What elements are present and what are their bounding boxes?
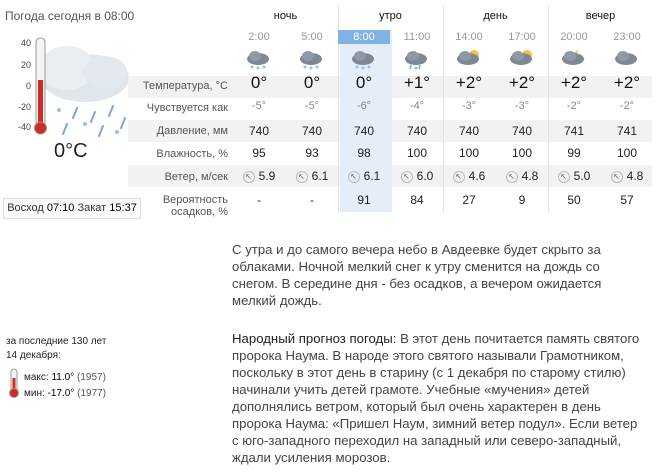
wind-direction-icon: ↖ <box>243 171 255 183</box>
label-precip-line2: осадков, % <box>171 206 228 218</box>
temperature-cell: +2° <box>613 73 641 92</box>
min-year: (1977) <box>77 388 107 399</box>
precip-cell: 84 <box>410 193 424 207</box>
humidity-cell: 98 <box>357 146 371 160</box>
wind-direction-icon: ↖ <box>401 171 413 183</box>
wind-direction-icon: ↖ <box>296 171 308 183</box>
wind-direction-icon: ↖ <box>348 171 360 183</box>
wind-cell <box>286 169 338 183</box>
wind-speed: 5.0 <box>573 169 591 183</box>
label-pressure: Давление, мм <box>156 125 228 137</box>
humidity-cell: 95 <box>252 146 266 160</box>
precip-cell: 50 <box>567 193 581 207</box>
history-max <box>24 370 106 386</box>
wind-cell <box>443 169 495 183</box>
precip-cell: - <box>257 193 261 207</box>
pressure-cell: 740 <box>406 124 428 138</box>
wind-speed: 6.1 <box>311 169 329 183</box>
label-temperature: Температура, °С <box>142 80 228 92</box>
wind-cell <box>601 169 653 183</box>
wind-cell <box>391 169 443 183</box>
wind-direction-icon: ↖ <box>558 171 570 183</box>
min-value: -17.0° <box>47 388 75 399</box>
hour-label: 11:00 <box>403 31 431 43</box>
label-humidity: Влажность, % <box>156 148 228 160</box>
temperature-cell: +2° <box>560 73 588 92</box>
pressure-cell: 741 <box>616 124 638 138</box>
hour-label: 20:00 <box>560 31 588 43</box>
temperature-cell: +2° <box>508 73 536 92</box>
pressure-cell: 740 <box>458 124 480 138</box>
max-label: макс: <box>24 372 49 383</box>
wind-direction-icon: ↖ <box>506 171 518 183</box>
moon-cloud-icon <box>548 48 600 73</box>
pressure-cell: 740 <box>301 124 323 138</box>
sunset-time: 15:37 <box>109 202 137 214</box>
humidity-cell: 100 <box>406 146 428 160</box>
precip-cell: 27 <box>462 193 476 207</box>
sun-cloud-icon <box>443 48 495 73</box>
folk-forecast-heading: Народный прогноз погоды: <box>232 331 397 346</box>
period-day: день <box>483 10 508 22</box>
history-records <box>24 370 106 402</box>
precip-cell: 91 <box>357 193 371 207</box>
period-morning: утро <box>379 10 402 22</box>
wind-cell <box>548 169 600 183</box>
hour-label: 14:00 <box>455 31 483 43</box>
humidity-cell: 100 <box>616 146 638 160</box>
max-year: (1957) <box>77 372 106 383</box>
humidity-cell: 100 <box>458 146 480 160</box>
page-title: Погода сегодня в 08:00 <box>5 9 135 23</box>
pressure-cell: 740 <box>248 124 270 138</box>
pressure-cell: 740 <box>511 124 533 138</box>
wind-speed: 4.6 <box>468 169 486 183</box>
history-min <box>24 386 106 402</box>
feels-like-cell: -6° <box>356 100 372 112</box>
wind-speed: 4.8 <box>626 169 644 183</box>
wind-cell <box>496 169 548 183</box>
forecast-description: С утра и до самого вечера небо в Авдеевке будет скрыто за облаками. Ночной мелкий снег к утру сменится на дождь со снегом. В середине дня - без осадков, а вечером ожидается мелкий дождь. <box>232 242 602 308</box>
label-precip <box>128 194 228 218</box>
cloud-icon <box>601 48 653 73</box>
wind-cell <box>338 169 390 183</box>
feels-like-cell: -2° <box>619 100 635 112</box>
feels-like-cell: -5° <box>251 100 267 112</box>
sun-cloud-icon <box>496 48 548 73</box>
scale-label: 0 <box>25 81 31 91</box>
label-feels-like: Чувствуется как <box>146 102 228 114</box>
label-precip-line1: Вероятность <box>162 194 228 206</box>
temperature-cell: +1° <box>403 73 431 92</box>
wind-cell <box>233 169 285 183</box>
scale-label: 20 <box>20 60 31 70</box>
snow-cloud-icon <box>286 48 338 73</box>
folk-forecast <box>232 330 642 466</box>
scale-label: -40 <box>17 122 31 132</box>
hour-label: 8:00 <box>338 30 390 44</box>
feels-like-cell: -2° <box>566 100 582 112</box>
wind-speed: 6.0 <box>416 169 434 183</box>
scale-label: -20 <box>17 102 31 112</box>
sunset-label: Закат <box>77 202 107 214</box>
precip-cell: 9 <box>518 193 526 207</box>
wind-direction-icon: ↖ <box>453 171 465 183</box>
pressure-cell: 740 <box>353 124 375 138</box>
temperature-cell: 0° <box>303 73 321 92</box>
wind-speed: 4.8 <box>521 169 539 183</box>
label-wind: Ветер, м/сек <box>164 171 228 183</box>
precip-cell: 57 <box>620 193 634 207</box>
scale-label: 40 <box>20 38 31 48</box>
snow-cloud-icon <box>338 48 390 73</box>
feels-like-cell: -3° <box>461 100 477 112</box>
history-period: за последние 130 лет <box>6 336 107 347</box>
humidity-cell: 99 <box>567 146 581 160</box>
max-value: 11.0° <box>51 372 75 383</box>
feels-like-cell: -4° <box>409 100 425 112</box>
temperature-cell: +2° <box>455 73 483 92</box>
sunrise-time: 07:10 <box>46 202 75 214</box>
temperature-cell: 0° <box>250 73 268 92</box>
humidity-cell: 93 <box>305 146 319 160</box>
wind-direction-icon: ↖ <box>611 171 623 183</box>
hour-label: 2:00 <box>248 31 270 43</box>
min-label: мин: <box>24 388 45 399</box>
wind-speed: 5.9 <box>258 169 276 183</box>
wind-speed: 6.1 <box>363 169 381 183</box>
precip-cell: - <box>310 193 314 207</box>
temperature-cell: 0° <box>355 73 373 92</box>
feels-like-cell: -5° <box>304 100 320 112</box>
humidity-cell: 100 <box>511 146 533 160</box>
feels-like-cell: -3° <box>514 100 530 112</box>
period-evening: вечер <box>585 10 616 22</box>
snow-cloud-icon <box>233 48 285 73</box>
small-thermometer-icon <box>8 368 20 400</box>
hour-label: 23:00 <box>613 31 641 43</box>
history-date: 14 декабря: <box>6 350 61 361</box>
rain-snow-cloud-icon <box>391 48 443 73</box>
pressure-cell: 741 <box>563 124 585 138</box>
history-header <box>6 335 106 363</box>
hour-label: 17:00 <box>508 31 536 43</box>
current-temperature: 0°C <box>54 140 88 162</box>
period-night: ночь <box>273 10 298 22</box>
hour-label: 5:00 <box>301 31 323 43</box>
forecast-table <box>0 0 658 218</box>
sunrise-label: Восход <box>7 202 44 214</box>
folk-forecast-text: В этот день почитается память святого пророка Наума. В народе этого святого называли Грамотником, поскольку в этот день в старину (с 1 декабря по старому стилю) начинали учить детей грамоте. Учебные «мучения» детей дополнялись ветром, который был очень характерен в день пророка Наума: «Пришел Наум, зимний ветер подул». Если ветер с юго-западного переходил на западный или северо-западный, ждали усиления морозов. <box>232 331 640 465</box>
